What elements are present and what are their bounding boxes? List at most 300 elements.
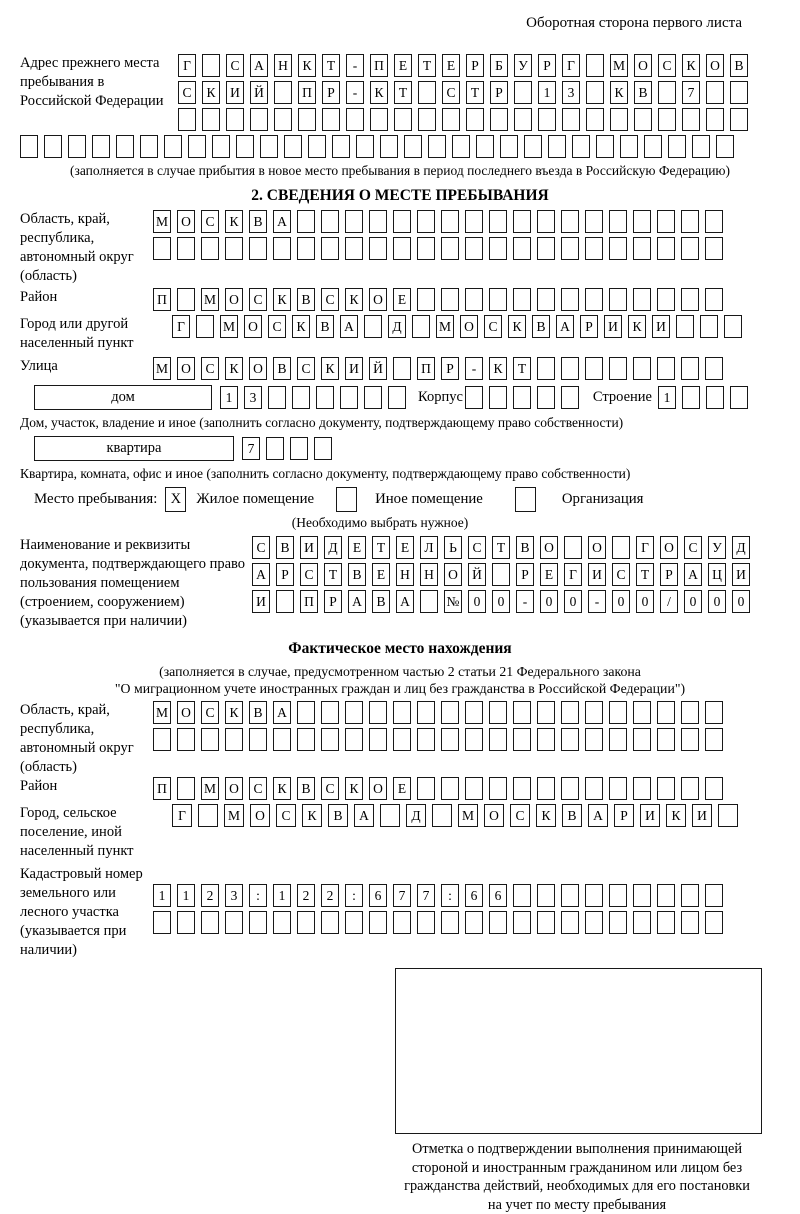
char-cell[interactable] — [705, 701, 723, 724]
char-cell[interactable] — [633, 237, 651, 260]
char-cell[interactable] — [153, 237, 171, 260]
char-cell[interactable] — [417, 777, 435, 800]
char-cell[interactable] — [332, 135, 350, 158]
char-cell[interactable]: М — [153, 357, 171, 380]
char-cell[interactable] — [345, 237, 363, 260]
char-cell[interactable]: М — [224, 804, 244, 827]
char-cell[interactable]: С — [468, 536, 486, 559]
char-cell[interactable] — [177, 288, 195, 311]
char-cell[interactable] — [417, 288, 435, 311]
char-cell[interactable]: 7 — [393, 884, 411, 907]
char-cell[interactable]: У — [708, 536, 726, 559]
char-cell[interactable] — [290, 437, 308, 460]
char-cell[interactable] — [177, 237, 195, 260]
char-cell[interactable] — [404, 135, 422, 158]
char-cell[interactable] — [561, 911, 579, 934]
char-cell[interactable] — [633, 701, 651, 724]
char-cell[interactable] — [633, 210, 651, 233]
char-cell[interactable] — [268, 386, 286, 409]
char-cell[interactable] — [657, 701, 675, 724]
char-cell[interactable]: Р — [580, 315, 598, 338]
char-cell[interactable] — [644, 135, 662, 158]
char-cell[interactable] — [620, 135, 638, 158]
char-cell[interactable]: И — [226, 81, 244, 104]
char-cell[interactable] — [465, 911, 483, 934]
char-cell[interactable]: М — [610, 54, 628, 77]
char-cell[interactable]: Е — [393, 288, 411, 311]
char-cell[interactable] — [321, 237, 339, 260]
char-cell[interactable] — [465, 701, 483, 724]
char-cell[interactable] — [489, 701, 507, 724]
char-cell[interactable] — [489, 728, 507, 751]
char-cell[interactable]: В — [562, 804, 582, 827]
char-cell[interactable] — [492, 563, 510, 586]
char-cell[interactable]: Р — [538, 54, 556, 77]
char-cell[interactable] — [681, 237, 699, 260]
char-cell[interactable]: О — [177, 210, 195, 233]
char-cell[interactable] — [585, 884, 603, 907]
char-cell[interactable]: 1 — [658, 386, 676, 409]
char-cell[interactable] — [633, 911, 651, 934]
char-cell[interactable]: 7 — [242, 437, 260, 460]
char-cell[interactable] — [633, 884, 651, 907]
char-cell[interactable]: Г — [636, 536, 654, 559]
char-cell[interactable]: С — [252, 536, 270, 559]
char-cell[interactable]: К — [273, 288, 291, 311]
char-cell[interactable] — [585, 911, 603, 934]
char-cell[interactable]: С — [297, 357, 315, 380]
char-cell[interactable]: А — [588, 804, 608, 827]
char-cell[interactable] — [345, 728, 363, 751]
char-cell[interactable] — [718, 804, 738, 827]
char-cell[interactable] — [153, 728, 171, 751]
char-cell[interactable]: Б — [490, 54, 508, 77]
char-cell[interactable] — [418, 81, 436, 104]
char-cell[interactable]: В — [249, 701, 267, 724]
char-cell[interactable]: П — [153, 288, 171, 311]
char-cell[interactable]: С — [684, 536, 702, 559]
char-cell[interactable] — [513, 210, 531, 233]
char-cell[interactable]: Е — [396, 536, 414, 559]
char-cell[interactable] — [202, 54, 220, 77]
char-cell[interactable] — [153, 911, 171, 934]
char-cell[interactable] — [201, 728, 219, 751]
char-cell[interactable] — [201, 911, 219, 934]
char-cell[interactable] — [633, 357, 651, 380]
char-cell[interactable]: В — [532, 315, 550, 338]
char-cell[interactable]: 7 — [417, 884, 435, 907]
char-cell[interactable] — [225, 728, 243, 751]
char-cell[interactable]: Р — [276, 563, 294, 586]
char-cell[interactable] — [681, 701, 699, 724]
char-cell[interactable] — [682, 108, 700, 131]
char-cell[interactable]: : — [249, 884, 267, 907]
char-cell[interactable]: О — [540, 536, 558, 559]
char-cell[interactable] — [394, 108, 412, 131]
char-cell[interactable] — [730, 108, 748, 131]
char-cell[interactable] — [513, 237, 531, 260]
char-cell[interactable]: К — [298, 54, 316, 77]
char-cell[interactable] — [561, 288, 579, 311]
char-cell[interactable] — [369, 728, 387, 751]
char-cell[interactable] — [537, 237, 555, 260]
char-cell[interactable]: Д — [324, 536, 342, 559]
char-cell[interactable]: С — [201, 357, 219, 380]
char-cell[interactable] — [441, 210, 459, 233]
char-cell[interactable] — [292, 386, 310, 409]
char-cell[interactable] — [465, 237, 483, 260]
char-cell[interactable] — [465, 210, 483, 233]
char-cell[interactable] — [364, 386, 382, 409]
char-cell[interactable]: К — [536, 804, 556, 827]
char-cell[interactable]: С — [249, 288, 267, 311]
char-cell[interactable]: Д — [406, 804, 426, 827]
char-cell[interactable]: 1 — [538, 81, 556, 104]
char-cell[interactable]: О — [177, 701, 195, 724]
char-cell[interactable] — [561, 728, 579, 751]
char-cell[interactable]: Т — [418, 54, 436, 77]
char-cell[interactable]: К — [345, 777, 363, 800]
char-cell[interactable]: О — [460, 315, 478, 338]
char-cell[interactable]: В — [348, 563, 366, 586]
char-cell[interactable] — [514, 108, 532, 131]
char-cell[interactable] — [676, 315, 694, 338]
char-cell[interactable] — [705, 777, 723, 800]
char-cell[interactable]: М — [201, 288, 219, 311]
char-cell[interactable] — [585, 288, 603, 311]
char-cell[interactable] — [226, 108, 244, 131]
char-cell[interactable]: С — [201, 701, 219, 724]
char-cell[interactable]: Р — [490, 81, 508, 104]
char-cell[interactable]: Е — [540, 563, 558, 586]
char-cell[interactable]: И — [252, 590, 270, 613]
char-cell[interactable] — [369, 237, 387, 260]
char-cell[interactable] — [44, 135, 62, 158]
checkbox-organization[interactable] — [515, 487, 536, 512]
char-cell[interactable] — [561, 884, 579, 907]
char-cell[interactable] — [609, 911, 627, 934]
char-cell[interactable]: А — [250, 54, 268, 77]
char-cell[interactable]: К — [370, 81, 388, 104]
char-cell[interactable]: С — [201, 210, 219, 233]
char-cell[interactable]: К — [666, 804, 686, 827]
char-cell[interactable]: Г — [564, 563, 582, 586]
char-cell[interactable] — [465, 728, 483, 751]
char-cell[interactable] — [198, 804, 218, 827]
char-cell[interactable] — [417, 237, 435, 260]
char-cell[interactable] — [356, 135, 374, 158]
char-cell[interactable] — [273, 911, 291, 934]
char-cell[interactable]: - — [516, 590, 534, 613]
char-cell[interactable] — [393, 911, 411, 934]
char-cell[interactable]: К — [273, 777, 291, 800]
char-cell[interactable]: Т — [466, 81, 484, 104]
char-cell[interactable]: С — [442, 81, 460, 104]
char-cell[interactable]: И — [588, 563, 606, 586]
char-cell[interactable]: 0 — [612, 590, 630, 613]
char-cell[interactable] — [370, 108, 388, 131]
char-cell[interactable]: Ь — [444, 536, 462, 559]
char-cell[interactable] — [513, 386, 531, 409]
char-cell[interactable] — [417, 911, 435, 934]
char-cell[interactable]: 3 — [225, 884, 243, 907]
char-cell[interactable] — [314, 437, 332, 460]
char-cell[interactable] — [441, 728, 459, 751]
char-cell[interactable] — [548, 135, 566, 158]
char-cell[interactable] — [537, 911, 555, 934]
char-cell[interactable] — [489, 777, 507, 800]
char-cell[interactable] — [681, 911, 699, 934]
char-cell[interactable] — [513, 911, 531, 934]
char-cell[interactable]: И — [300, 536, 318, 559]
char-cell[interactable] — [513, 777, 531, 800]
char-cell[interactable] — [681, 210, 699, 233]
char-cell[interactable] — [388, 386, 406, 409]
char-cell[interactable] — [417, 701, 435, 724]
char-cell[interactable] — [537, 701, 555, 724]
char-cell[interactable]: С — [268, 315, 286, 338]
char-cell[interactable] — [513, 884, 531, 907]
char-cell[interactable] — [730, 386, 748, 409]
char-cell[interactable]: 0 — [468, 590, 486, 613]
char-cell[interactable] — [441, 237, 459, 260]
char-cell[interactable] — [561, 210, 579, 233]
char-cell[interactable] — [369, 911, 387, 934]
char-cell[interactable] — [561, 357, 579, 380]
char-cell[interactable]: В — [297, 288, 315, 311]
char-cell[interactable] — [724, 315, 742, 338]
char-cell[interactable] — [609, 884, 627, 907]
char-cell[interactable]: № — [444, 590, 462, 613]
char-cell[interactable]: Т — [636, 563, 654, 586]
char-cell[interactable] — [500, 135, 518, 158]
char-cell[interactable]: К — [225, 357, 243, 380]
char-cell[interactable] — [513, 701, 531, 724]
char-cell[interactable] — [657, 357, 675, 380]
char-cell[interactable]: С — [300, 563, 318, 586]
char-cell[interactable]: С — [249, 777, 267, 800]
char-cell[interactable] — [537, 386, 555, 409]
char-cell[interactable]: : — [441, 884, 459, 907]
char-cell[interactable] — [274, 81, 292, 104]
char-cell[interactable] — [682, 386, 700, 409]
char-cell[interactable] — [364, 315, 382, 338]
char-cell[interactable] — [633, 288, 651, 311]
char-cell[interactable]: О — [369, 777, 387, 800]
char-cell[interactable] — [514, 81, 532, 104]
char-cell[interactable]: О — [225, 777, 243, 800]
char-cell[interactable]: / — [660, 590, 678, 613]
char-cell[interactable] — [417, 210, 435, 233]
char-cell[interactable]: Р — [614, 804, 634, 827]
char-cell[interactable] — [585, 701, 603, 724]
char-cell[interactable]: 0 — [564, 590, 582, 613]
char-cell[interactable]: Н — [420, 563, 438, 586]
char-cell[interactable] — [297, 701, 315, 724]
char-cell[interactable]: О — [444, 563, 462, 586]
char-cell[interactable] — [537, 210, 555, 233]
char-cell[interactable]: К — [508, 315, 526, 338]
char-cell[interactable] — [730, 81, 748, 104]
char-cell[interactable]: О — [250, 804, 270, 827]
char-cell[interactable] — [188, 135, 206, 158]
char-cell[interactable] — [177, 911, 195, 934]
char-cell[interactable]: В — [276, 536, 294, 559]
char-cell[interactable]: - — [465, 357, 483, 380]
char-cell[interactable] — [706, 386, 724, 409]
char-cell[interactable]: М — [201, 777, 219, 800]
char-cell[interactable]: 1 — [273, 884, 291, 907]
char-cell[interactable]: О — [484, 804, 504, 827]
char-cell[interactable] — [380, 135, 398, 158]
char-cell[interactable]: Т — [322, 54, 340, 77]
char-cell[interactable] — [658, 108, 676, 131]
char-cell[interactable]: Л — [420, 536, 438, 559]
char-cell[interactable]: Й — [369, 357, 387, 380]
char-cell[interactable]: 1 — [220, 386, 238, 409]
char-cell[interactable] — [609, 288, 627, 311]
char-cell[interactable] — [321, 701, 339, 724]
char-cell[interactable] — [562, 108, 580, 131]
char-cell[interactable]: : — [345, 884, 363, 907]
char-cell[interactable]: О — [177, 357, 195, 380]
char-cell[interactable]: 0 — [684, 590, 702, 613]
char-cell[interactable] — [322, 108, 340, 131]
char-cell[interactable] — [236, 135, 254, 158]
char-cell[interactable]: И — [345, 357, 363, 380]
char-cell[interactable]: 0 — [636, 590, 654, 613]
char-cell[interactable] — [345, 911, 363, 934]
char-cell[interactable]: П — [300, 590, 318, 613]
char-cell[interactable] — [418, 108, 436, 131]
char-cell[interactable] — [428, 135, 446, 158]
char-cell[interactable]: С — [612, 563, 630, 586]
char-cell[interactable] — [586, 54, 604, 77]
char-cell[interactable] — [633, 728, 651, 751]
char-cell[interactable] — [586, 81, 604, 104]
char-cell[interactable] — [164, 135, 182, 158]
char-cell[interactable] — [274, 108, 292, 131]
char-cell[interactable]: К — [302, 804, 322, 827]
char-cell[interactable]: А — [354, 804, 374, 827]
char-cell[interactable] — [537, 777, 555, 800]
char-cell[interactable]: Н — [274, 54, 292, 77]
char-cell[interactable] — [705, 288, 723, 311]
char-cell[interactable] — [700, 315, 718, 338]
char-cell[interactable] — [596, 135, 614, 158]
char-cell[interactable] — [298, 108, 316, 131]
char-cell[interactable] — [634, 108, 652, 131]
char-cell[interactable] — [250, 108, 268, 131]
char-cell[interactable] — [633, 777, 651, 800]
char-cell[interactable]: 1 — [177, 884, 195, 907]
char-cell[interactable]: И — [652, 315, 670, 338]
char-cell[interactable]: Р — [322, 81, 340, 104]
char-cell[interactable]: К — [610, 81, 628, 104]
char-cell[interactable]: А — [273, 701, 291, 724]
char-cell[interactable] — [196, 315, 214, 338]
char-cell[interactable] — [321, 728, 339, 751]
char-cell[interactable]: В — [297, 777, 315, 800]
char-cell[interactable] — [273, 728, 291, 751]
char-cell[interactable] — [716, 135, 734, 158]
char-cell[interactable]: К — [489, 357, 507, 380]
char-cell[interactable] — [202, 108, 220, 131]
char-cell[interactable]: 3 — [244, 386, 262, 409]
char-cell[interactable]: Т — [324, 563, 342, 586]
char-cell[interactable] — [465, 288, 483, 311]
char-cell[interactable]: А — [273, 210, 291, 233]
char-cell[interactable] — [260, 135, 278, 158]
char-cell[interactable] — [432, 804, 452, 827]
char-cell[interactable] — [20, 135, 38, 158]
char-cell[interactable] — [466, 108, 484, 131]
char-cell[interactable]: 6 — [465, 884, 483, 907]
char-cell[interactable] — [513, 728, 531, 751]
char-cell[interactable]: А — [556, 315, 574, 338]
char-cell[interactable]: Г — [172, 315, 190, 338]
char-cell[interactable] — [681, 728, 699, 751]
char-cell[interactable] — [346, 108, 364, 131]
char-cell[interactable] — [561, 701, 579, 724]
char-cell[interactable]: А — [396, 590, 414, 613]
char-cell[interactable] — [657, 728, 675, 751]
char-cell[interactable] — [297, 728, 315, 751]
char-cell[interactable]: П — [370, 54, 388, 77]
char-cell[interactable] — [489, 210, 507, 233]
char-cell[interactable] — [442, 108, 460, 131]
char-cell[interactable] — [561, 777, 579, 800]
char-cell[interactable] — [561, 386, 579, 409]
char-cell[interactable] — [564, 536, 582, 559]
char-cell[interactable] — [705, 884, 723, 907]
char-cell[interactable]: Н — [396, 563, 414, 586]
char-cell[interactable]: Т — [394, 81, 412, 104]
char-cell[interactable] — [441, 701, 459, 724]
char-cell[interactable]: С — [321, 777, 339, 800]
char-cell[interactable]: Й — [468, 563, 486, 586]
char-cell[interactable]: О — [225, 288, 243, 311]
char-cell[interactable]: Р — [466, 54, 484, 77]
char-cell[interactable] — [561, 237, 579, 260]
checkbox-residential[interactable]: X — [165, 487, 186, 512]
char-cell[interactable]: 2 — [297, 884, 315, 907]
char-cell[interactable] — [284, 135, 302, 158]
char-cell[interactable]: К — [202, 81, 220, 104]
char-cell[interactable]: К — [225, 701, 243, 724]
char-cell[interactable]: Т — [372, 536, 390, 559]
char-cell[interactable] — [393, 701, 411, 724]
char-cell[interactable] — [393, 357, 411, 380]
char-cell[interactable] — [476, 135, 494, 158]
char-cell[interactable] — [513, 288, 531, 311]
char-cell[interactable]: М — [436, 315, 454, 338]
char-cell[interactable]: 6 — [489, 884, 507, 907]
char-cell[interactable]: Д — [388, 315, 406, 338]
char-cell[interactable]: 0 — [492, 590, 510, 613]
char-cell[interactable]: Е — [393, 777, 411, 800]
char-cell[interactable] — [441, 911, 459, 934]
char-cell[interactable]: О — [588, 536, 606, 559]
char-cell[interactable] — [489, 911, 507, 934]
char-cell[interactable]: С — [484, 315, 502, 338]
char-cell[interactable] — [441, 777, 459, 800]
char-cell[interactable] — [177, 728, 195, 751]
char-cell[interactable] — [681, 884, 699, 907]
char-cell[interactable]: Е — [348, 536, 366, 559]
char-cell[interactable]: Г — [178, 54, 196, 77]
char-cell[interactable]: О — [634, 54, 652, 77]
